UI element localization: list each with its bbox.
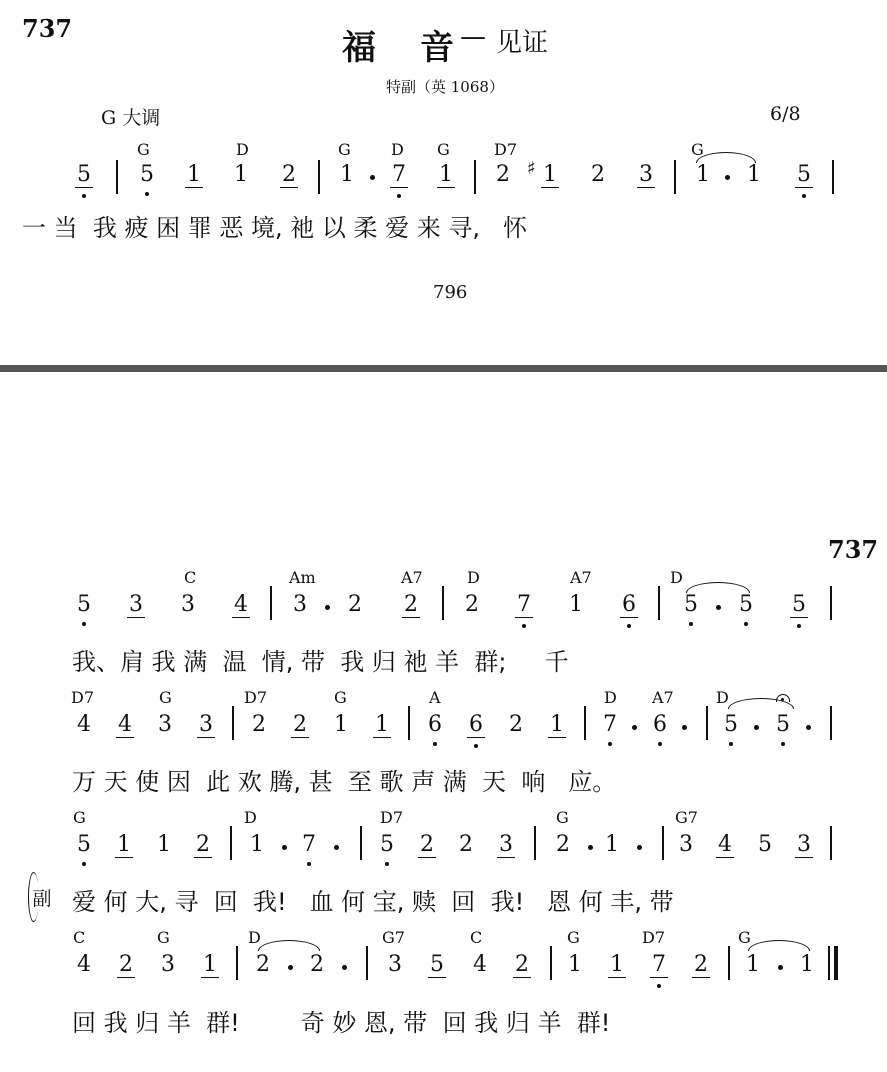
note: 3 xyxy=(499,832,513,857)
note: 1 xyxy=(550,712,564,737)
note: 1 xyxy=(747,162,761,187)
note: 1 xyxy=(117,832,131,857)
note: 5 xyxy=(774,712,792,737)
chord-label: D7 xyxy=(494,140,518,159)
final-bar-thick xyxy=(834,946,838,980)
note: 3 xyxy=(181,592,195,617)
note: 2 xyxy=(465,592,479,617)
lyric-text: 回 我 归 羊 群! 奇 妙 恩, 带 回 我 归 羊 群! xyxy=(72,1009,611,1037)
sharp-sign: ♯ xyxy=(527,158,536,179)
chord-label: C xyxy=(73,928,86,947)
note: 2 xyxy=(256,952,270,977)
note: 5 xyxy=(758,832,772,857)
note: 1 xyxy=(605,832,619,857)
chord-label: C xyxy=(470,928,483,947)
note: 1 xyxy=(250,832,264,857)
note: 1 xyxy=(696,162,710,187)
chord-label: D xyxy=(716,688,729,707)
lyric-line-3 xyxy=(72,762,616,797)
chorus-label: 副 xyxy=(32,888,52,910)
note: 5 xyxy=(75,162,93,188)
chord-label: A7 xyxy=(401,568,423,587)
chord-label: Am xyxy=(289,568,316,587)
bar-line xyxy=(830,706,832,740)
note: 4 xyxy=(234,592,248,617)
chord-label: D xyxy=(670,568,683,587)
chord-label: D xyxy=(604,688,617,707)
bar-line xyxy=(658,586,660,620)
notation-line-3 xyxy=(0,688,887,746)
chord-label: G xyxy=(437,140,450,159)
note: 3 xyxy=(158,712,172,737)
chord-label: D xyxy=(236,140,249,159)
augmentation-dot xyxy=(334,845,339,850)
tie xyxy=(748,940,810,951)
bar-line xyxy=(270,586,272,620)
chord-label: G xyxy=(691,140,704,159)
note: 5 xyxy=(75,832,93,857)
title-dash: — xyxy=(460,22,486,52)
lyric-line-1 xyxy=(22,208,527,243)
note: 5 xyxy=(737,592,755,617)
time-signature: 6/8 xyxy=(770,103,801,125)
augmentation-dot xyxy=(725,175,730,180)
note: 2 xyxy=(196,832,210,857)
note: 1 xyxy=(746,952,760,977)
note: 1 xyxy=(543,162,557,187)
augmentation-dot xyxy=(682,725,687,730)
note: 1 xyxy=(439,162,453,187)
note: 2 xyxy=(459,832,473,857)
note: 7 xyxy=(390,162,408,188)
bar-line xyxy=(534,826,536,860)
bar-line xyxy=(318,160,320,194)
note: 2 xyxy=(515,952,529,977)
note: 1 xyxy=(569,592,583,617)
note: 3 xyxy=(639,162,653,187)
chord-label: G xyxy=(556,808,569,827)
note: 3 xyxy=(161,952,175,977)
augmentation-dot xyxy=(588,845,593,850)
hymn-source: 特副（英 1068） xyxy=(386,78,504,96)
note: 2 xyxy=(591,162,605,187)
lyric-line-5 xyxy=(72,1003,610,1038)
chord-label: G7 xyxy=(382,928,405,947)
note: 5 xyxy=(378,832,396,857)
hymn-number-second: 737 xyxy=(828,535,879,564)
chord-label: D xyxy=(248,928,261,947)
note: 2 xyxy=(404,592,418,617)
page-divider xyxy=(0,365,887,372)
note: 2 xyxy=(119,952,133,977)
chord-label: G xyxy=(137,140,150,159)
tie xyxy=(258,940,320,951)
note: 6 xyxy=(467,712,485,738)
note: 2 xyxy=(348,592,362,617)
note: 1 xyxy=(800,952,814,977)
note: 2 xyxy=(293,712,307,737)
lyric-text: 我、肩 我 满 温 情, 带 我 归 祂 羊 群; 千 xyxy=(72,648,569,676)
note: 7 xyxy=(515,592,533,618)
bar-line xyxy=(474,160,476,194)
chord-label: D xyxy=(244,808,257,827)
note: 4 xyxy=(473,952,487,977)
bar-line xyxy=(408,706,410,740)
notation-line-1 xyxy=(0,140,887,190)
augmentation-dot xyxy=(637,845,642,850)
note: 5 xyxy=(430,952,444,977)
note: 2 xyxy=(509,712,523,737)
chord-label: A xyxy=(429,688,441,707)
bar-line xyxy=(360,826,362,860)
note: 4 xyxy=(77,952,91,977)
augmentation-dot xyxy=(282,845,287,850)
augmentation-dot xyxy=(778,965,783,970)
note: 2 xyxy=(420,832,434,857)
bar-line xyxy=(116,160,118,194)
note: 7 xyxy=(650,952,668,978)
note: 1 xyxy=(375,712,389,737)
final-bar-thin xyxy=(828,946,830,980)
note: 1 xyxy=(234,162,248,187)
note: 3 xyxy=(129,592,143,617)
note: 6 xyxy=(651,712,669,737)
note: 5 xyxy=(138,162,156,187)
note: 3 xyxy=(679,832,693,857)
note: 1 xyxy=(340,162,354,187)
note: 7 xyxy=(601,712,619,737)
bar-line xyxy=(830,586,832,620)
notation-line-5 xyxy=(0,928,887,986)
lyric-text: 一 当 我 疲 困 罪 恶 境, 祂 以 柔 爱 来 寻, 怀 xyxy=(22,214,527,242)
bar-line xyxy=(832,160,834,194)
note: 5 xyxy=(75,592,93,617)
note: 1 xyxy=(568,952,582,977)
note: 5 xyxy=(722,712,740,737)
lyric-text: 万 天 使 因 此 欢 腾, 甚 至 歌 声 满 天 响 应。 xyxy=(72,768,617,796)
title-char-1: 福 xyxy=(342,28,376,68)
note: 1 xyxy=(203,952,217,977)
page-number: 796 xyxy=(433,282,468,303)
bar-line xyxy=(442,586,444,620)
notation-line-4 xyxy=(0,808,887,866)
note: 1 xyxy=(334,712,348,737)
lyric-text: 爱 何 大, 寻 回 我! 血 何 宝, 赎 回 我! 恩 何 丰, 带 xyxy=(72,888,674,916)
fermata-symbol xyxy=(776,694,790,702)
chord-label: D7 xyxy=(244,688,268,707)
note: 3 xyxy=(797,832,811,857)
augmentation-dot xyxy=(632,725,637,730)
note: 5 xyxy=(790,592,808,618)
chord-label: C xyxy=(184,568,197,587)
note: 2 xyxy=(694,952,708,977)
note: 1 xyxy=(610,952,624,977)
augmentation-dot xyxy=(754,725,759,730)
note: 4 xyxy=(118,712,132,737)
lyric-line-4 xyxy=(72,882,674,917)
note: 2 xyxy=(496,162,510,187)
chord-label: G xyxy=(567,928,580,947)
bar-line xyxy=(366,946,368,980)
note: 2 xyxy=(282,162,296,187)
augmentation-dot xyxy=(288,965,293,970)
chord-label: G xyxy=(157,928,170,947)
note: 6 xyxy=(426,712,444,737)
bar-line xyxy=(550,946,552,980)
chord-label: G7 xyxy=(675,808,698,827)
chord-label: D xyxy=(391,140,404,159)
chord-label: D7 xyxy=(642,928,666,947)
chord-label: A7 xyxy=(652,688,674,707)
chord-label: G xyxy=(334,688,347,707)
lyric-line-2 xyxy=(72,642,569,677)
note: 1 xyxy=(187,162,201,187)
bar-line xyxy=(236,946,238,980)
bar-line xyxy=(728,946,730,980)
note: 5 xyxy=(795,162,813,188)
bar-line xyxy=(674,160,676,194)
chord-label: D7 xyxy=(71,688,95,707)
augmentation-dot xyxy=(716,605,721,610)
bar-line xyxy=(830,826,832,860)
bar-line xyxy=(584,706,586,740)
chord-label: G xyxy=(73,808,86,827)
chord-label: G xyxy=(738,928,751,947)
augmentation-dot xyxy=(325,605,330,610)
notation-line-2 xyxy=(0,568,887,626)
note: 3 xyxy=(388,952,402,977)
chord-label: D xyxy=(467,568,480,587)
note: 3 xyxy=(293,592,307,617)
bar-line xyxy=(706,706,708,740)
note: 4 xyxy=(718,832,732,857)
chord-label: A7 xyxy=(570,568,592,587)
chord-label: G xyxy=(159,688,172,707)
note: 7 xyxy=(300,832,318,857)
key-signature: G 大调 xyxy=(101,107,161,129)
chord-label: D7 xyxy=(380,808,404,827)
bar-line xyxy=(230,826,232,860)
note: 6 xyxy=(620,592,638,618)
augmentation-dot xyxy=(370,175,375,180)
note: 3 xyxy=(199,712,213,737)
note: 2 xyxy=(252,712,266,737)
bar-line xyxy=(232,706,234,740)
chord-label: G xyxy=(338,140,351,159)
note: 2 xyxy=(310,952,324,977)
hymn-number: 737 xyxy=(22,14,73,43)
subtitle: 见证 xyxy=(496,28,549,58)
note: 5 xyxy=(682,592,700,617)
title-char-2: 音 xyxy=(420,28,454,68)
augmentation-dot xyxy=(806,725,811,730)
note: 2 xyxy=(556,832,570,857)
augmentation-dot xyxy=(342,965,347,970)
bar-line xyxy=(662,826,664,860)
note: 4 xyxy=(77,712,91,737)
note: 1 xyxy=(157,832,171,857)
